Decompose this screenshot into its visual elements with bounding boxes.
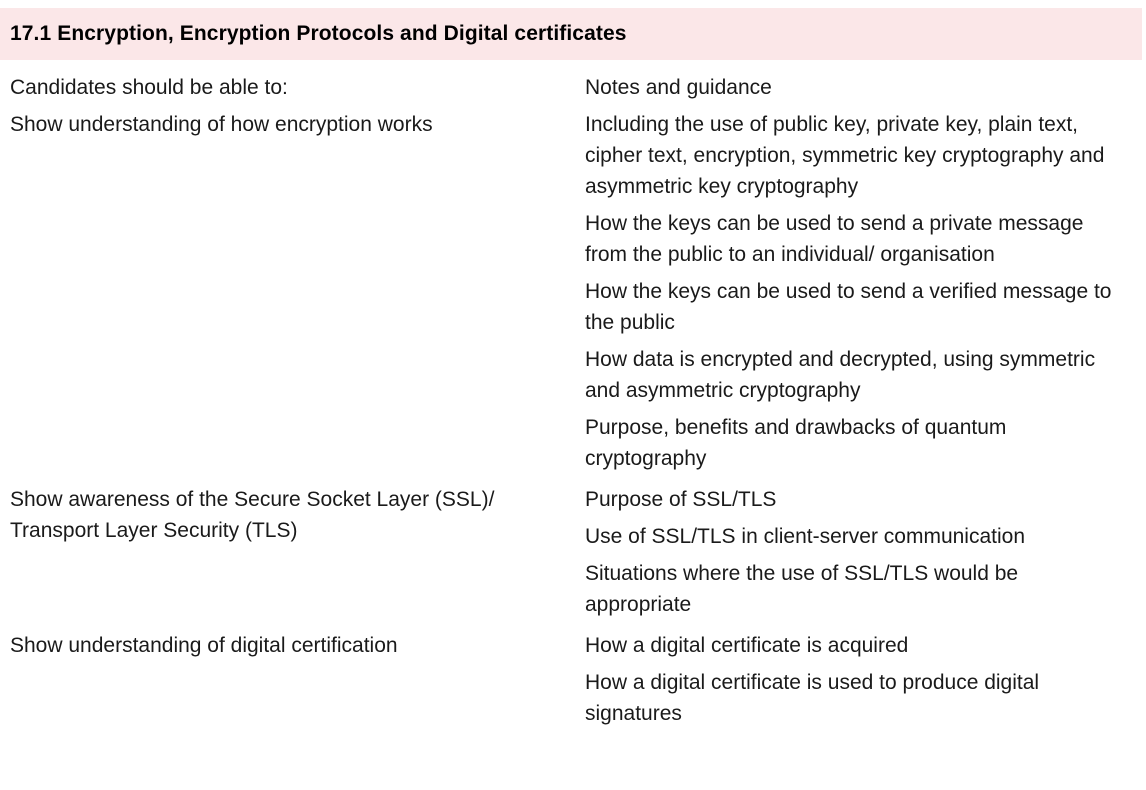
note-item: Purpose of SSL/TLS [585, 488, 777, 511]
note-item: How the keys can be used to send a verified message to the public [585, 280, 1112, 334]
notes-list [585, 484, 1146, 620]
table-row [0, 630, 1146, 729]
note-item: Purpose, benefits and drawbacks of quantum cryptography [585, 416, 1007, 470]
objective-text: Show understanding of digital certification [10, 634, 398, 657]
notes-list [585, 630, 1146, 729]
note-item: Situations where the use of SSL/TLS would be appropriate [585, 562, 1019, 616]
note-item: How the keys can be used to send a private message from the public to an individual/ organisation [585, 212, 1084, 266]
left-column-heading: Candidates should be able to: [10, 76, 288, 99]
table-row [0, 109, 1146, 474]
section-header [0, 8, 1142, 60]
note-item: How data is encrypted and decrypted, using symmetric and asymmetric cryptography [585, 348, 1096, 402]
note-item: Use of SSL/TLS in client-server communication [585, 525, 1026, 548]
notes-list [585, 109, 1146, 474]
table-row [0, 484, 1146, 620]
objective-text: Show understanding of how encryption works [10, 113, 433, 136]
note-item: How a digital certificate is acquired [585, 634, 909, 657]
syllabus-table [0, 70, 1146, 729]
objective-text: Show awareness of the Secure Socket Layer (SSL)/ Transport Layer Security (TLS) [10, 488, 495, 542]
note-item: How a digital certificate is used to produce digital signatures [585, 671, 1040, 725]
column-headings-row [0, 70, 1146, 103]
note-item: Including the use of public key, private key, plain text, cipher text, encryption, symmetric key cryptography and asymmetric key cryptography [585, 113, 1105, 198]
right-column-heading: Notes and guidance [585, 76, 772, 99]
section-title: 17.1 Encryption, Encryption Protocols and Digital certificates [10, 22, 627, 45]
